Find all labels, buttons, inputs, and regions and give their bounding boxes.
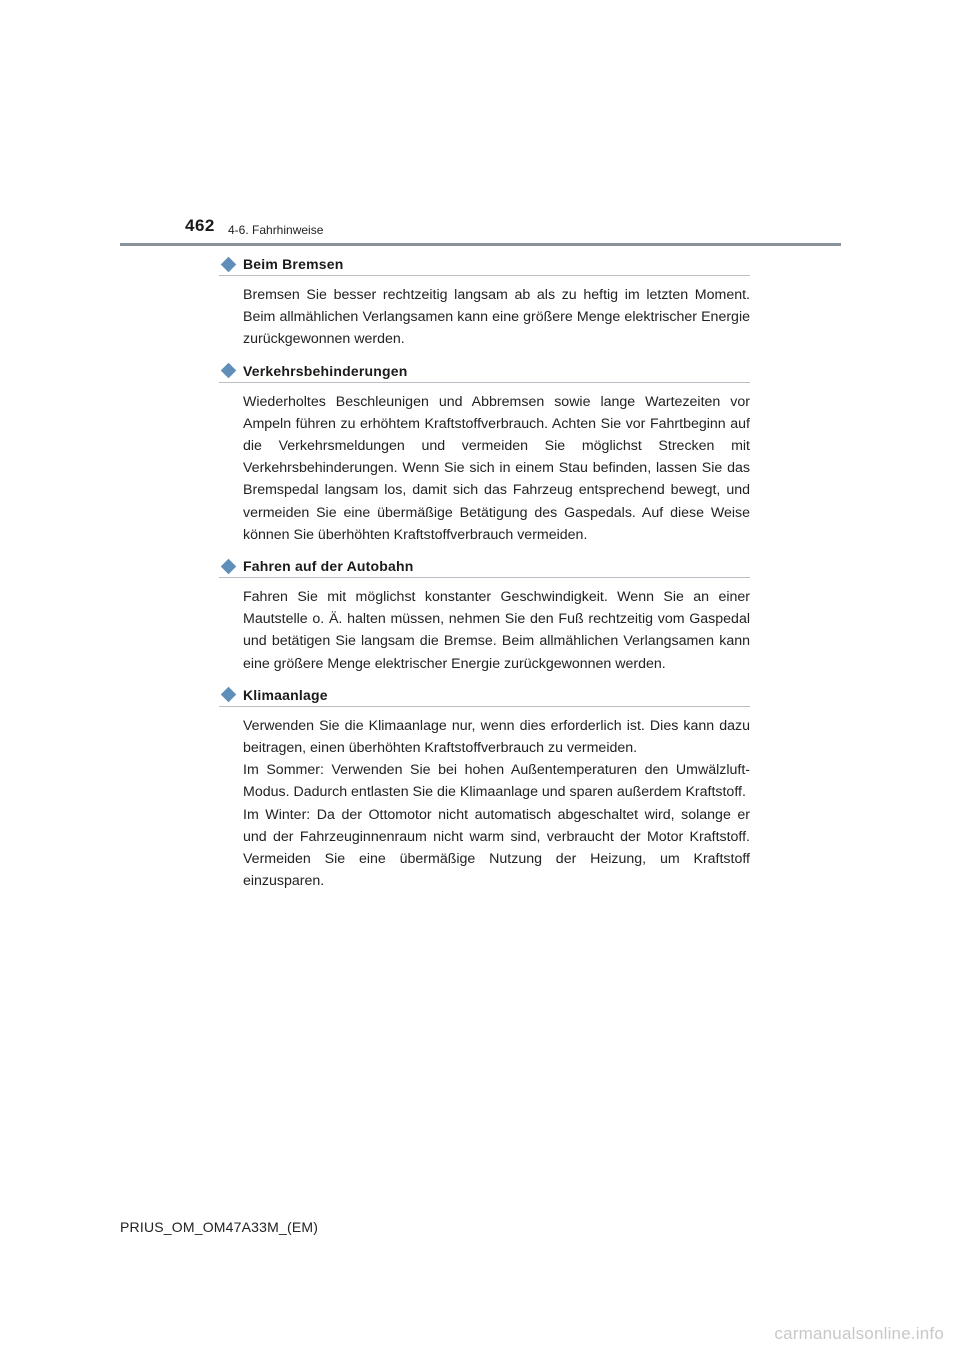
section-fahren-auf-der-autobahn <box>219 556 750 675</box>
section-title: Beim Bremsen <box>243 256 344 272</box>
section-klimaanlage <box>219 685 750 893</box>
paragraph: Wiederholtes Beschleunigen und Abbremsen sowie lange Wartezeiten vor Ampeln führen zu erhöhtem Kraftstoffverbrauch. Achten Sie vor Fahrtbeginn auf die Verkehrsmeldungen und vermeiden Sie möglichst Strecken mit Verkehrsbehinderungen. Wenn Sie sich in einem Stau befinden, lassen Sie das Bremspedal langsam los, damit sich das Fahrzeug entsprechend bewegt, und vermeiden Sie eine übermäßige Betätigung des Gaspedals. Auf diese Weise können Sie überhöhten Kraftstoffverbrauch vermeiden. <box>243 393 750 543</box>
section-heading <box>219 556 750 578</box>
page-number: 462 <box>185 216 215 235</box>
section-verkehrsbehinderungen <box>219 361 750 546</box>
diamond-bullet-icon <box>221 558 237 574</box>
section-heading <box>219 685 750 707</box>
paragraph: Bremsen Sie besser rechtzeitig langsam ab als zu heftig im letzten Moment. Beim allmählichen Verlangsamen kann eine größere Menge elektrischer Energie zurückgewonnen werden. <box>243 287 750 348</box>
section-heading <box>219 254 750 276</box>
paragraph: Fahren Sie mit möglichst konstanter Geschwindigkeit. Wenn Sie an einer Mautstelle o. Ä. halten müssen, nehmen Sie den Fuß rechtzeitig vom Gaspedal und betätigen Sie langsam die Bremse. Beim allmählichen Verlangsamen kann eine größere Menge elektrischer Energie zurückgewonnen werden. <box>243 589 750 672</box>
diamond-bullet-icon <box>221 256 237 272</box>
section-title: Klimaanlage <box>243 686 328 703</box>
section-beim-bremsen <box>219 254 750 351</box>
paragraph: Verwenden Sie die Klimaanlage nur, wenn dies erforderlich ist. Dies kann dazu beitragen, einen überhöhten Kraftstoffverbrauch zu vermeiden. <box>243 717 750 757</box>
paragraph: Im Sommer: Verwenden Sie bei hohen Außentemperaturen den Umwälzluft-Modus. Dadurch entlasten Sie die Klimaanlage und sparen außerdem Kraftstoff. <box>243 762 750 801</box>
footer-doc-code: PRIUS_OM_OM47A33M_(EM) <box>120 1219 319 1235</box>
diamond-bullet-icon <box>221 687 237 703</box>
header-rule <box>120 243 841 246</box>
section-title: Verkehrsbehinderungen <box>243 362 408 379</box>
section-heading <box>219 361 750 383</box>
watermark: carmanualsonline.info <box>774 1324 944 1343</box>
diamond-bullet-icon <box>221 363 237 379</box>
paragraph: Im Winter: Da der Ottomotor nicht automatisch abgeschaltet wird, solange er und der Fahrzeuginnenraum nicht warm sind, verbraucht der Motor Kraftstoff. Vermeiden Sie eine übermäßige Nutzung der Heizung, um Kraftstoff einzusparen. <box>243 806 750 890</box>
section-title: Fahren auf der Autobahn <box>243 558 414 575</box>
chapter-title: 4-6. Fahrhinweise <box>228 223 324 237</box>
content <box>219 254 750 902</box>
